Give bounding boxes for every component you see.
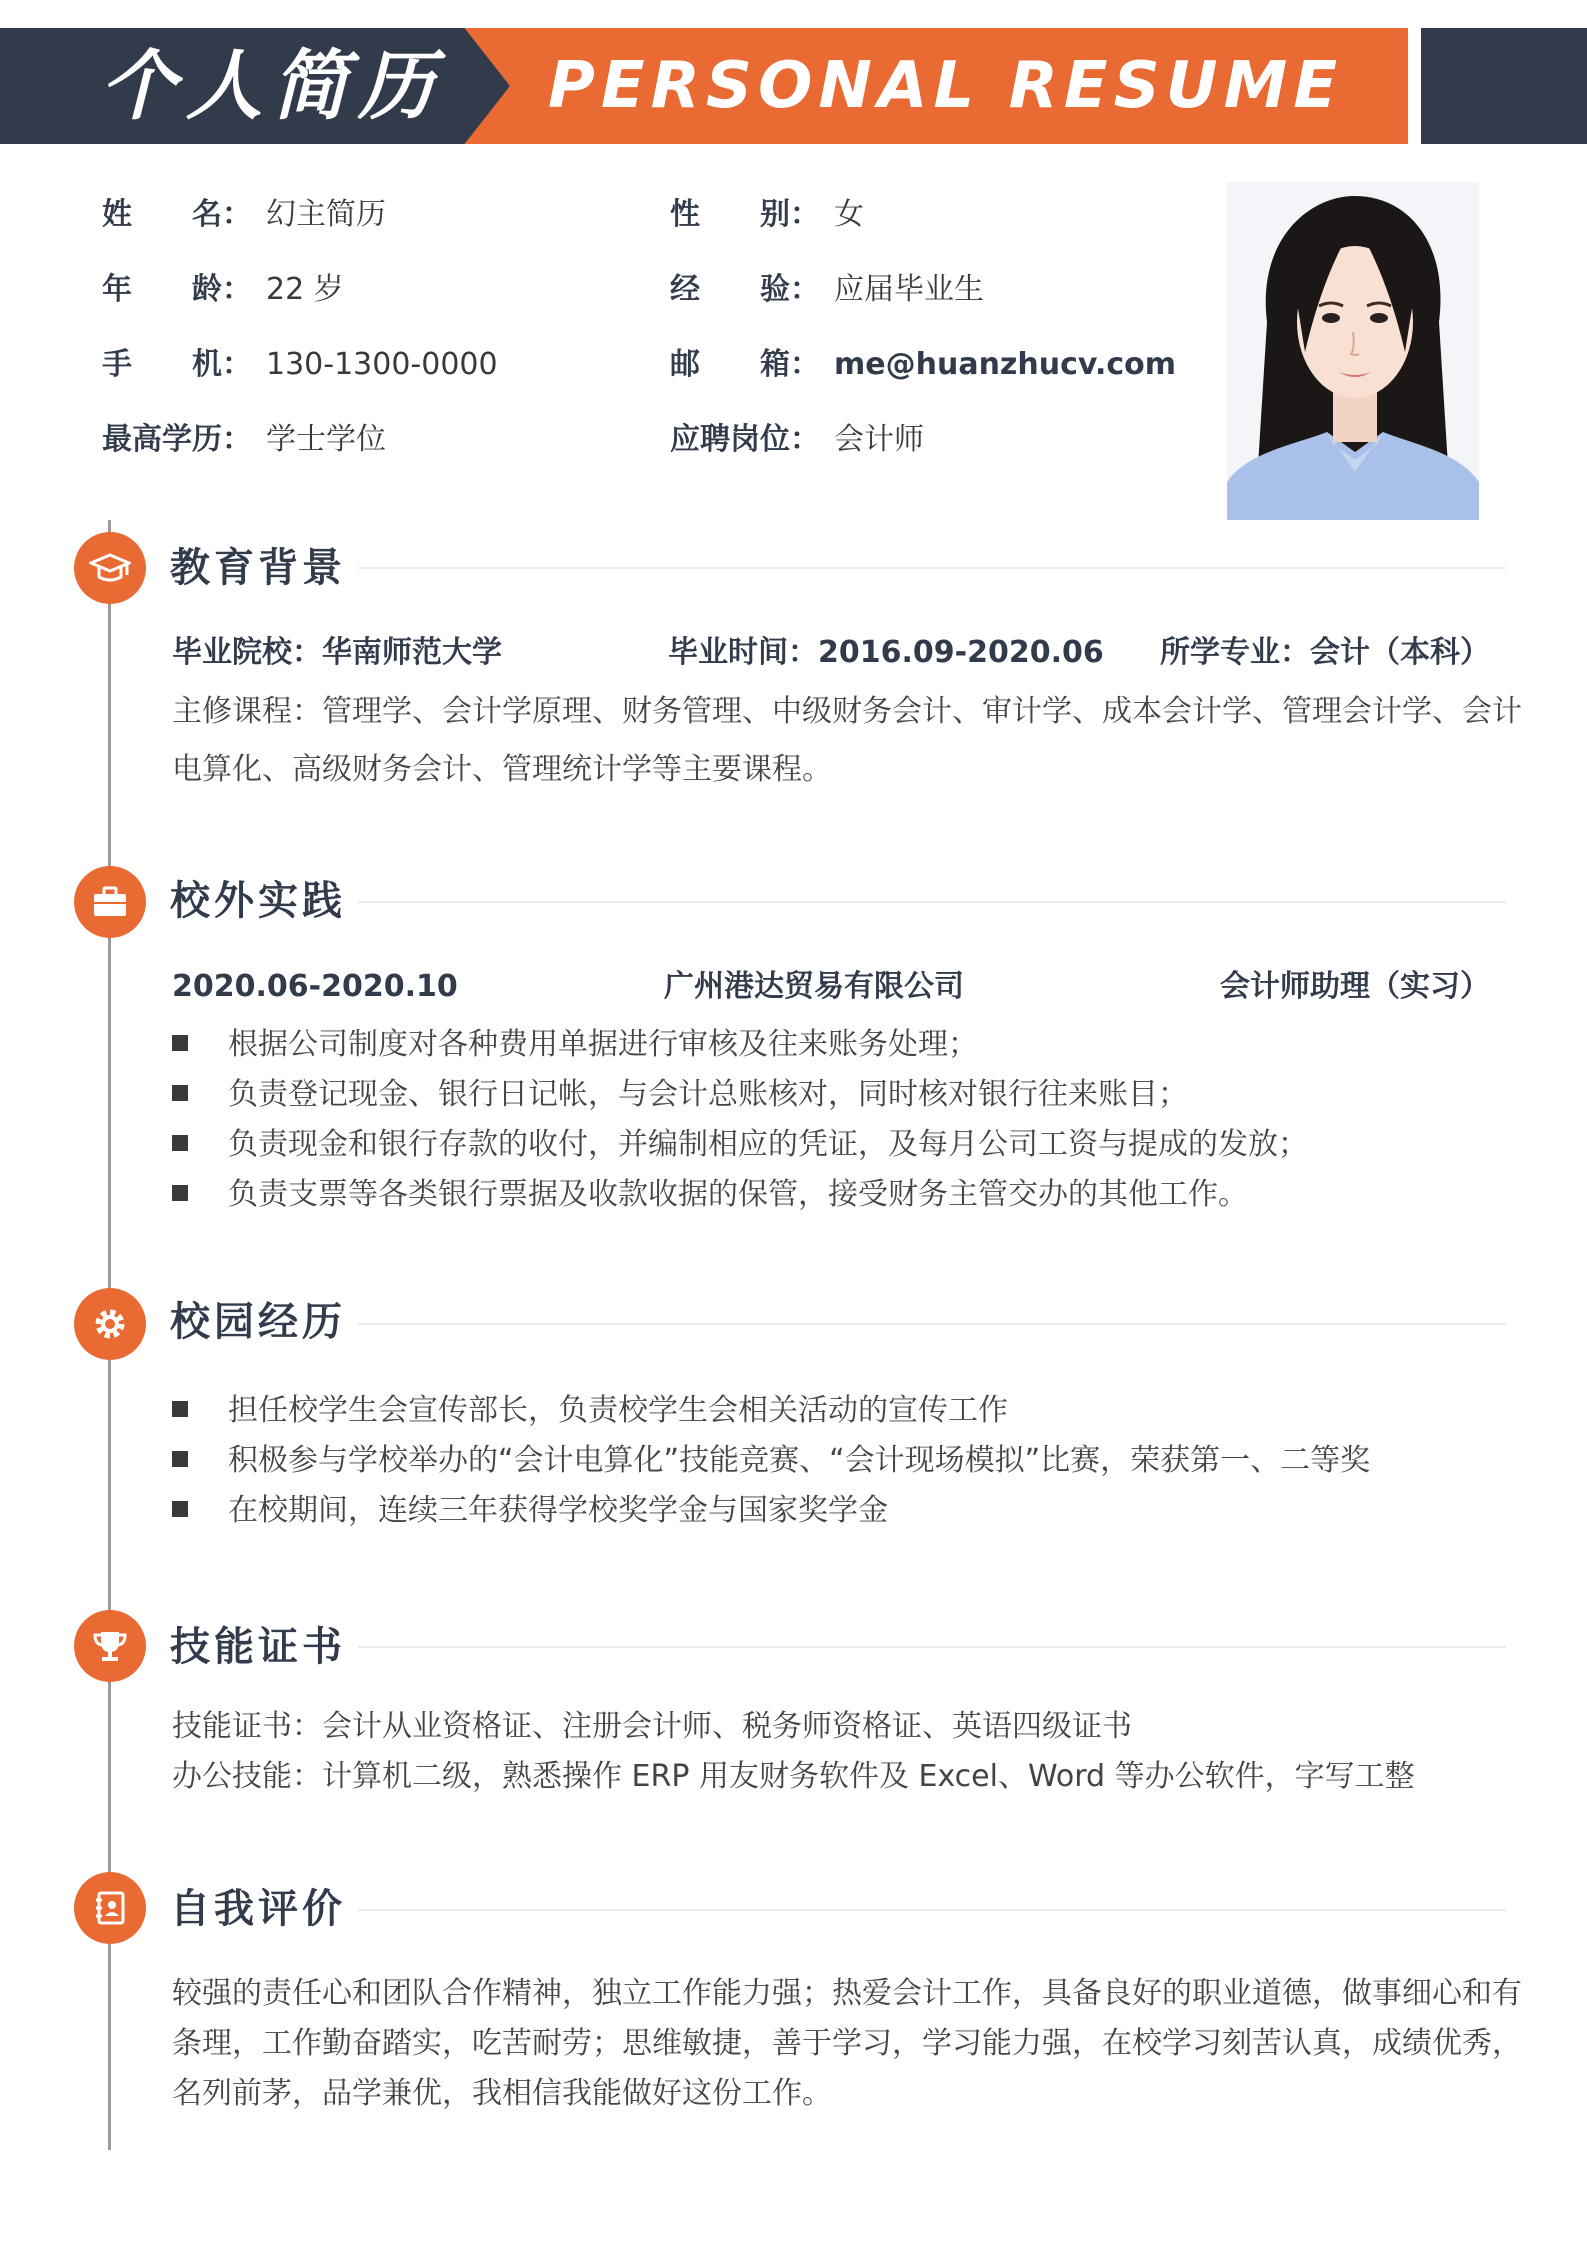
- bullet-square-icon: [172, 1451, 188, 1467]
- info-label: 最高学历：: [102, 422, 252, 457]
- info-label: 姓 名：: [102, 197, 252, 232]
- info-email: [670, 345, 1176, 385]
- info-gender: [670, 195, 864, 235]
- banner-dark-tail: [1421, 28, 1587, 144]
- list-item-text: 负责现金和银行存款的收付，并编制相应的凭证，及每月公司工资与提成的发放；: [228, 1127, 1308, 1162]
- education-courses-line: 主修课程：管理学、会计学原理、财务管理、中级财务会计、审计学、成本会计学、管理会计学、会计: [172, 694, 1522, 729]
- bullet-square-icon: [172, 1401, 188, 1417]
- education-courses-line: 电算化、高级财务会计、管理统计学等主要课程。: [172, 752, 832, 787]
- title-english: PERSONAL RESUME: [548, 49, 1344, 123]
- list-item: [172, 1441, 1370, 1481]
- list-item-text: 根据公司制度对各种费用单据进行审核及往来账务处理；: [228, 1027, 978, 1062]
- info-value: 女: [834, 197, 864, 232]
- list-item: [172, 1125, 1308, 1165]
- info-position: [670, 420, 924, 460]
- info-label: 邮 箱：: [670, 347, 820, 382]
- section-divider: [358, 1323, 1506, 1325]
- list-item-text: 在校期间，连续三年获得学校奖学金与国家奖学金: [228, 1493, 888, 1528]
- practice-company: 广州港达贸易有限公司: [664, 969, 964, 1004]
- info-value: 幻主简历: [266, 197, 386, 232]
- list-item-text: 积极参与学校举办的“会计电算化”技能竞赛、“会计现场模拟”比赛，荣获第一、二等奖: [228, 1443, 1371, 1478]
- info-degree: [102, 420, 386, 460]
- info-label: 手 机：: [102, 347, 252, 382]
- self-eval-line: 较强的责任心和团队合作精神，独立工作能力强；热爱会计工作，具备良好的职业道德，做事细心和有: [172, 1976, 1522, 2011]
- profile-photo: [1227, 182, 1479, 520]
- bullet-square-icon: [172, 1135, 188, 1151]
- info-value: 130-1300-0000: [266, 347, 498, 382]
- list-item: [172, 1075, 1188, 1115]
- list-item: [172, 1391, 1008, 1431]
- info-name: [102, 195, 386, 235]
- practice-period: 2020.06-2020.10: [172, 969, 458, 1004]
- section-divider: [358, 901, 1506, 903]
- info-label: 经 验：: [670, 272, 820, 307]
- portrait-illustration: [1227, 182, 1479, 520]
- bullet-square-icon: [172, 1085, 188, 1101]
- practice-role: 会计师助理（实习）: [1220, 969, 1490, 1004]
- education-major: 所学专业：会计（本科）: [1160, 635, 1490, 670]
- info-value: 学士学位: [266, 422, 386, 457]
- info-age: [102, 270, 344, 310]
- info-label: 性 别：: [670, 197, 820, 232]
- header-banner: [0, 0, 1587, 150]
- info-value: 会计师: [834, 422, 924, 457]
- title-chinese: 个人简历: [100, 41, 444, 130]
- section-title-education: 教育背景: [170, 545, 346, 591]
- self-eval-line: 条理，工作勤奋踏实，吃苦耐劳；思维敏捷，善于学习，学习能力强，在校学习刻苦认真，成绩优秀，: [172, 2026, 1522, 2061]
- list-item-text: 负责支票等各类银行票据及收款收据的保管，接受财务主管交办的其他工作。: [228, 1177, 1248, 1212]
- briefcase-icon: [74, 866, 146, 938]
- list-item-text: 负责登记现金、银行日记帐，与会计总账核对，同时核对银行往来账目；: [228, 1077, 1188, 1112]
- bullet-square-icon: [172, 1501, 188, 1517]
- list-item: [172, 1175, 1248, 1215]
- email-link[interactable]: me@huanzhucv.com: [834, 347, 1177, 382]
- info-phone: [102, 345, 498, 385]
- gear-icon: [74, 1288, 146, 1360]
- info-value: 22 岁: [266, 272, 344, 307]
- section-divider: [358, 1646, 1506, 1648]
- section-title-campus: 校园经历: [170, 1299, 346, 1345]
- bullet-square-icon: [172, 1185, 188, 1201]
- section-title-self-eval: 自我评价: [170, 1886, 346, 1932]
- info-experience: [670, 270, 984, 310]
- info-value: 应届毕业生: [834, 272, 984, 307]
- section-title-practice: 校外实践: [170, 878, 346, 924]
- list-item: [172, 1025, 978, 1065]
- list-item-text: 担任校学生会宣传部长，负责校学生会相关活动的宣传工作: [228, 1393, 1008, 1428]
- info-label: 年 龄：: [102, 272, 252, 307]
- education-time: 毕业时间：2016.09-2020.06: [668, 635, 1104, 670]
- contact-book-icon: [74, 1872, 146, 1944]
- skills-certificates: 技能证书：会计从业资格证、注册会计师、税务师资格证、英语四级证书: [172, 1709, 1132, 1744]
- info-label: 应聘岗位：: [670, 422, 820, 457]
- skills-office: 办公技能：计算机二级，熟悉操作 ERP 用友财务软件及 Excel、Word 等办公软件，字写工整: [172, 1759, 1415, 1794]
- self-eval-line: 名列前茅，品学兼优，我相信我能做好这份工作。: [172, 2076, 832, 2111]
- trophy-icon: [74, 1610, 146, 1682]
- bullet-square-icon: [172, 1035, 188, 1051]
- section-title-skills: 技能证书: [170, 1624, 346, 1670]
- education-school: 毕业院校：华南师范大学: [172, 635, 502, 670]
- list-item: [172, 1491, 888, 1531]
- graduation-cap-icon: [74, 532, 146, 604]
- section-divider: [358, 1909, 1506, 1911]
- section-divider: [358, 567, 1506, 569]
